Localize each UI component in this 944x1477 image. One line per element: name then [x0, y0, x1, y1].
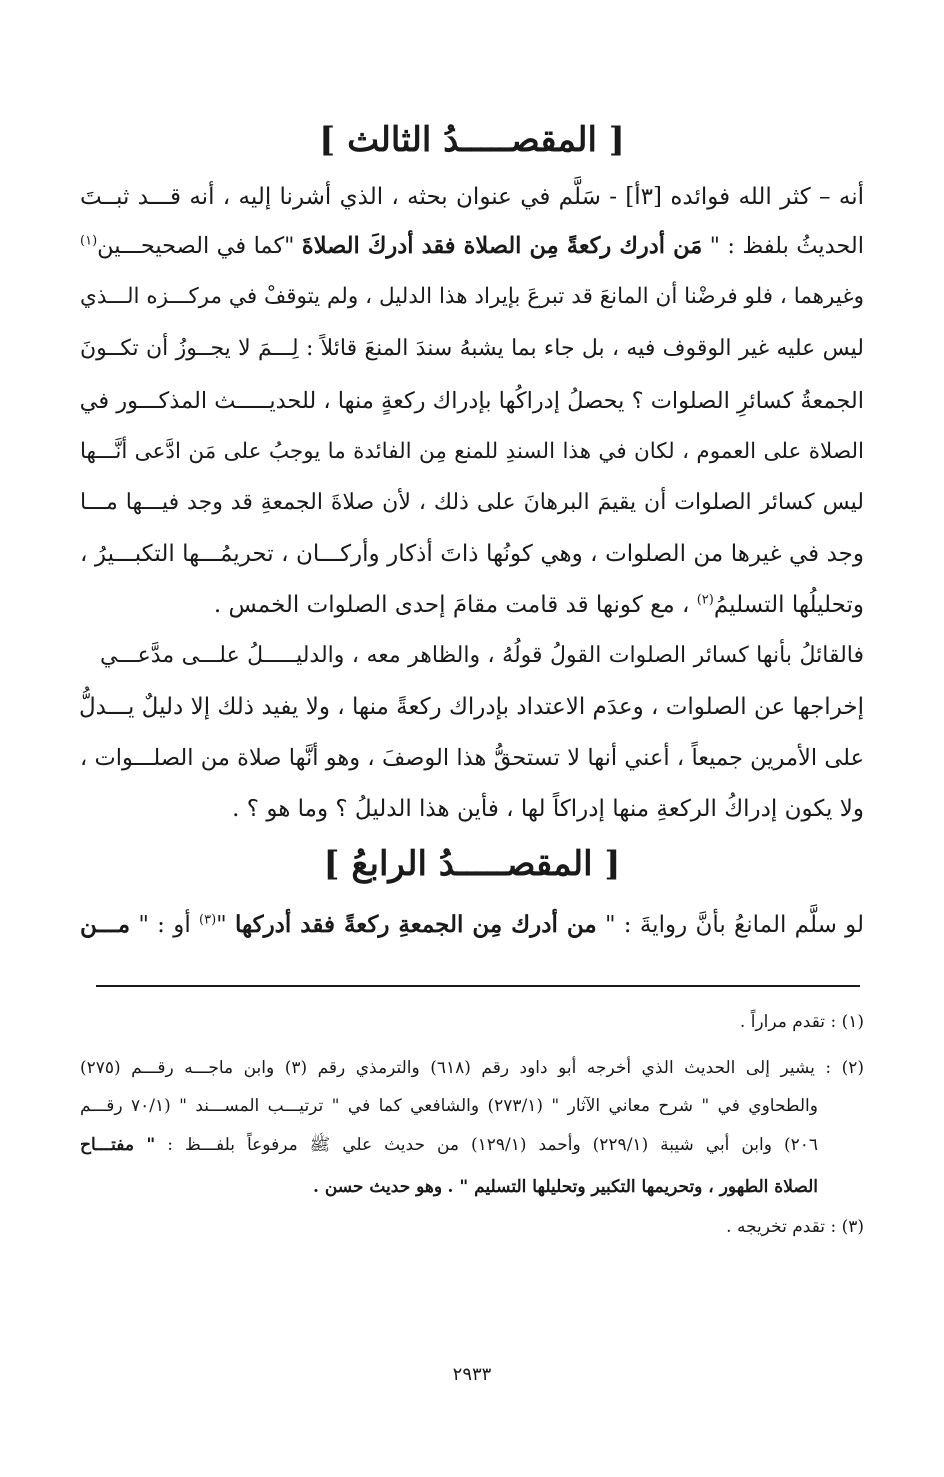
footnote-3: (٣) : تقدم تخريجه .	[726, 1217, 864, 1237]
footnote-2-line-4	[80, 1175, 818, 1199]
footnote-2-line-1: (٢) : يشير إلى الحديث الذي أخرجه أبو داود رقم (٦١٨) والترمذي رقم (٣) وابن ماجـــه رقـــم (٢٧٥)	[80, 1058, 864, 1078]
hadith-quote: من أدرك مِن الجمعةِ ركعةً فقد أدركها	[235, 911, 597, 938]
body-line-1: أنه – كثر الله فوائده [٣أ] - سَلَّم في عنوان بحثه ، الذي أشرنا إليه ، أنه قـــد ثبــتَ	[80, 184, 864, 210]
body-line-12: على الأمرين جميعاً ، أعني أنها لا تستحقُّ هذا الوصفَ ، وهو أنَّها صلاة من الصلـــوات ،	[80, 745, 864, 771]
body-line-2	[80, 231, 864, 261]
footnote-divider	[96, 985, 860, 987]
footnote-ref-1[interactable]: (١)	[80, 233, 98, 249]
body-text: أو : "	[138, 912, 191, 938]
footnote-quote: " مفتـــاح	[80, 1135, 156, 1155]
body-line-11: إخراجها عن الصلوات ، وعدَم الاعتداد بإدراك ركعةً منها ، ولا يفيد ذلك إلا دليلٌ يـــدلُّ	[78, 694, 864, 720]
body-line-10: فالقائلُ بأنها كسائر الصلوات القولُ قولُهُ ، والظاهر معه ، والدليـــــلُ علـــى مدَّعـــي	[100, 643, 864, 668]
footnote-2-line-2: والطحاوي في " شرح معاني الآثار " (٢٧٣/١) والشافعي كما في " ترتيـــب المســـند " (٧٠/١ رقـــم	[80, 1096, 818, 1116]
body-line-8: وجد في غيرها من الصلوات ، وهي كونُها ذاتَ أذكار وأركـــان ، تحريمُـــها التكبـــيرُ ،	[80, 541, 864, 567]
footnote-text: ٢٠٦) وابن أبي شيبة (٢٢٩/١) وأحمد (١٢٩/١) من حديث علي ﷺ مرفوعاً بلفـــظ :	[167, 1135, 818, 1155]
body-line-6: الصلاة على العموم ، لكان في هذا السندِ للمنع مِن الفائدة ما يوجبُ على مَن ادَّعى أنَّـــها	[80, 439, 864, 464]
footnote-2-line-3	[80, 1133, 818, 1157]
body-line-13: ولا يكون إدراكُ الركعةِ منها إدراكاً لها ، فأين هذا الدليلُ ؟ وما هو ؟ .	[232, 796, 864, 822]
body-text: وتحليلُها التسليمُ	[713, 592, 864, 618]
body-text: ، مع كونها قد قامت مقامَ إحدى الصلوات الخمس .	[213, 592, 690, 618]
footnote-quote: الصلاة الطهور ، وتحريمها التكبير وتحليلها التسليم " .	[447, 1177, 818, 1197]
body-text: لو سلَّم المانعُ بأنَّ روايةَ : "	[604, 912, 865, 938]
body-text: الحديثُ بلفظ : "	[709, 233, 865, 259]
body-line-3: وغيرهما ، فلو فرضْنا أن المانعَ قد تبرعَ بإيراد هذا الدليل ، ولم يتوقفْ في مركـــزه الـــذي	[80, 284, 864, 309]
body-line-9	[80, 590, 864, 620]
body-line-7: ليس كسائر الصلوات أن يقيمَ البرهانَ على ذلك ، لأن صلاةَ الجمعةِ قد وجد فيـــها مـــا	[80, 490, 864, 515]
section-heading-third: [ المقصـــــدُ الثالث ]	[319, 120, 625, 160]
hadith-quote: مـــن	[80, 911, 131, 938]
body-text: "كما في الصحيحـــين	[97, 233, 295, 259]
section-heading-fourth: [ المقصـــــدُ الرابعُ ]	[323, 844, 621, 884]
footnote-ref-2[interactable]: (٢)	[696, 592, 714, 608]
page-number: ٢٩٣٣	[452, 1364, 492, 1385]
body-line-4: ليس عليه غير الوقوف فيه ، بل جاء بما يشبهُ سندَ المنعَ قائلاً : لِـــمَ لا يجــوزُ أن تكــونَ	[80, 336, 864, 361]
hadith-quote: مَن أدرك ركعةً مِن الصلاة فقد أدركَ الصلاةَ	[301, 233, 703, 259]
body-line-14	[80, 910, 864, 940]
body-line-5: الجمعةُ كسائرِ الصلوات ؟ يحصلُ إدراكُها بإدراك ركعةٍ منها ، للحديـــــث المذكـــور في	[79, 388, 864, 414]
footnote-1: (١) : تقدم مراراً .	[739, 1012, 864, 1032]
body-text: "	[216, 912, 227, 938]
footnote-ref-3[interactable]: (٣)	[199, 912, 217, 928]
footnote-grading: وهو حديث حسن .	[312, 1177, 443, 1197]
